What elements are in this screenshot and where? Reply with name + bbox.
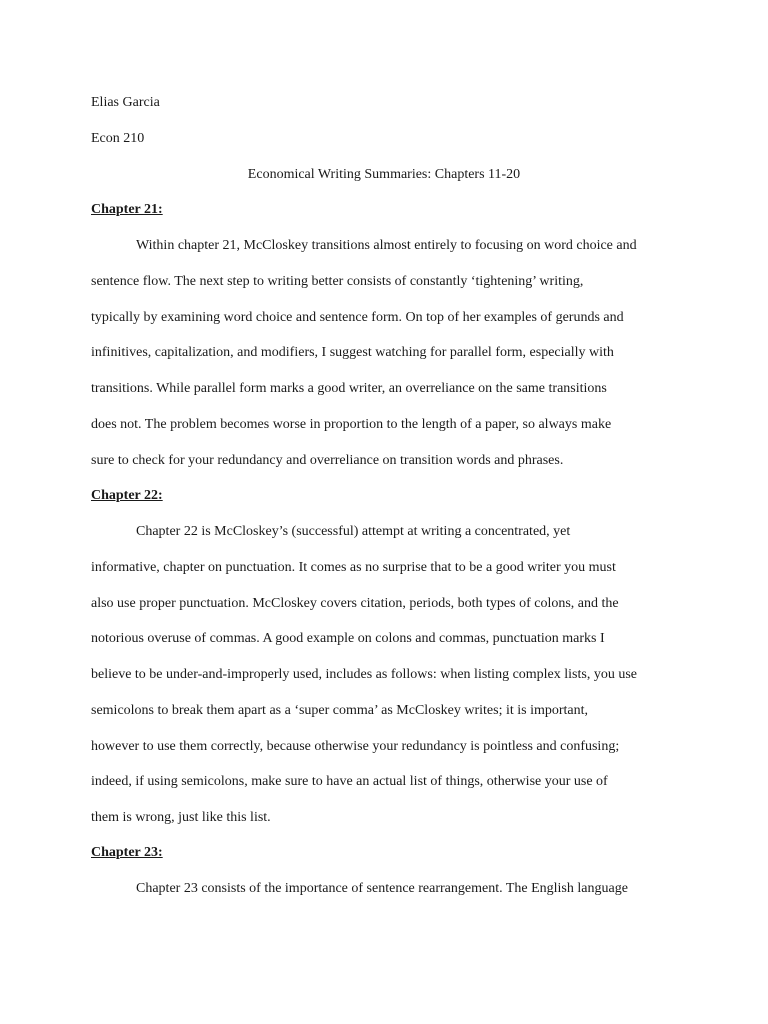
paragraph-line: Within chapter 21, McCloskey transitions almost entirely to focusing on word choice and (136, 238, 637, 253)
paragraph-line: believe to be under-and-improperly used, includes as follows: when listing complex lists, you use (91, 667, 637, 682)
chapter-heading: Chapter 21: (91, 202, 163, 217)
paragraph-line: infinitives, capitalization, and modifiers, I suggest watching for parallel form, especially with (91, 345, 614, 360)
paragraph-line: indeed, if using semicolons, make sure to have an actual list of things, otherwise your use of (91, 774, 608, 789)
paragraph-line: sentence flow. The next step to writing better consists of constantly ‘tightening’ writing, (91, 274, 584, 289)
course-name: Econ 210 (91, 131, 145, 146)
chapter-heading: Chapter 22: (91, 488, 163, 503)
paragraph-line: does not. The problem becomes worse in proportion to the length of a paper, so always make (91, 417, 612, 432)
paragraph-line: semicolons to break them apart as a ‘super comma’ as McCloskey writes; it is important, (91, 703, 589, 718)
paragraph-line: them is wrong, just like this list. (91, 810, 271, 825)
paragraph-line: typically by examining word choice and sentence form. On top of her examples of gerunds and (91, 310, 624, 325)
paragraph-line: informative, chapter on punctuation. It comes as no surprise that to be a good writer you must (91, 560, 616, 575)
paragraph-line: Chapter 23 consists of the importance of sentence rearrangement. The English language (136, 881, 628, 896)
paragraph-line: transitions. While parallel form marks a good writer, an overreliance on the same transitions (91, 381, 607, 396)
paragraph-line: also use proper punctuation. McCloskey covers citation, periods, both types of colons, and the (91, 596, 619, 611)
paragraph-line: however to use them correctly, because otherwise your redundancy is pointless and confusing; (91, 739, 620, 754)
document-title: Economical Writing Summaries: Chapters 11-20 (247, 167, 521, 182)
paragraph-line: Chapter 22 is McCloskey’s (successful) attempt at writing a concentrated, yet (136, 524, 571, 539)
chapter-heading: Chapter 23: (91, 845, 163, 860)
paragraph-line: sure to check for your redundancy and overreliance on transition words and phrases. (91, 453, 564, 468)
paragraph-line: notorious overuse of commas. A good example on colons and commas, punctuation marks I (91, 631, 605, 646)
author-name: Elias Garcia (91, 95, 160, 110)
